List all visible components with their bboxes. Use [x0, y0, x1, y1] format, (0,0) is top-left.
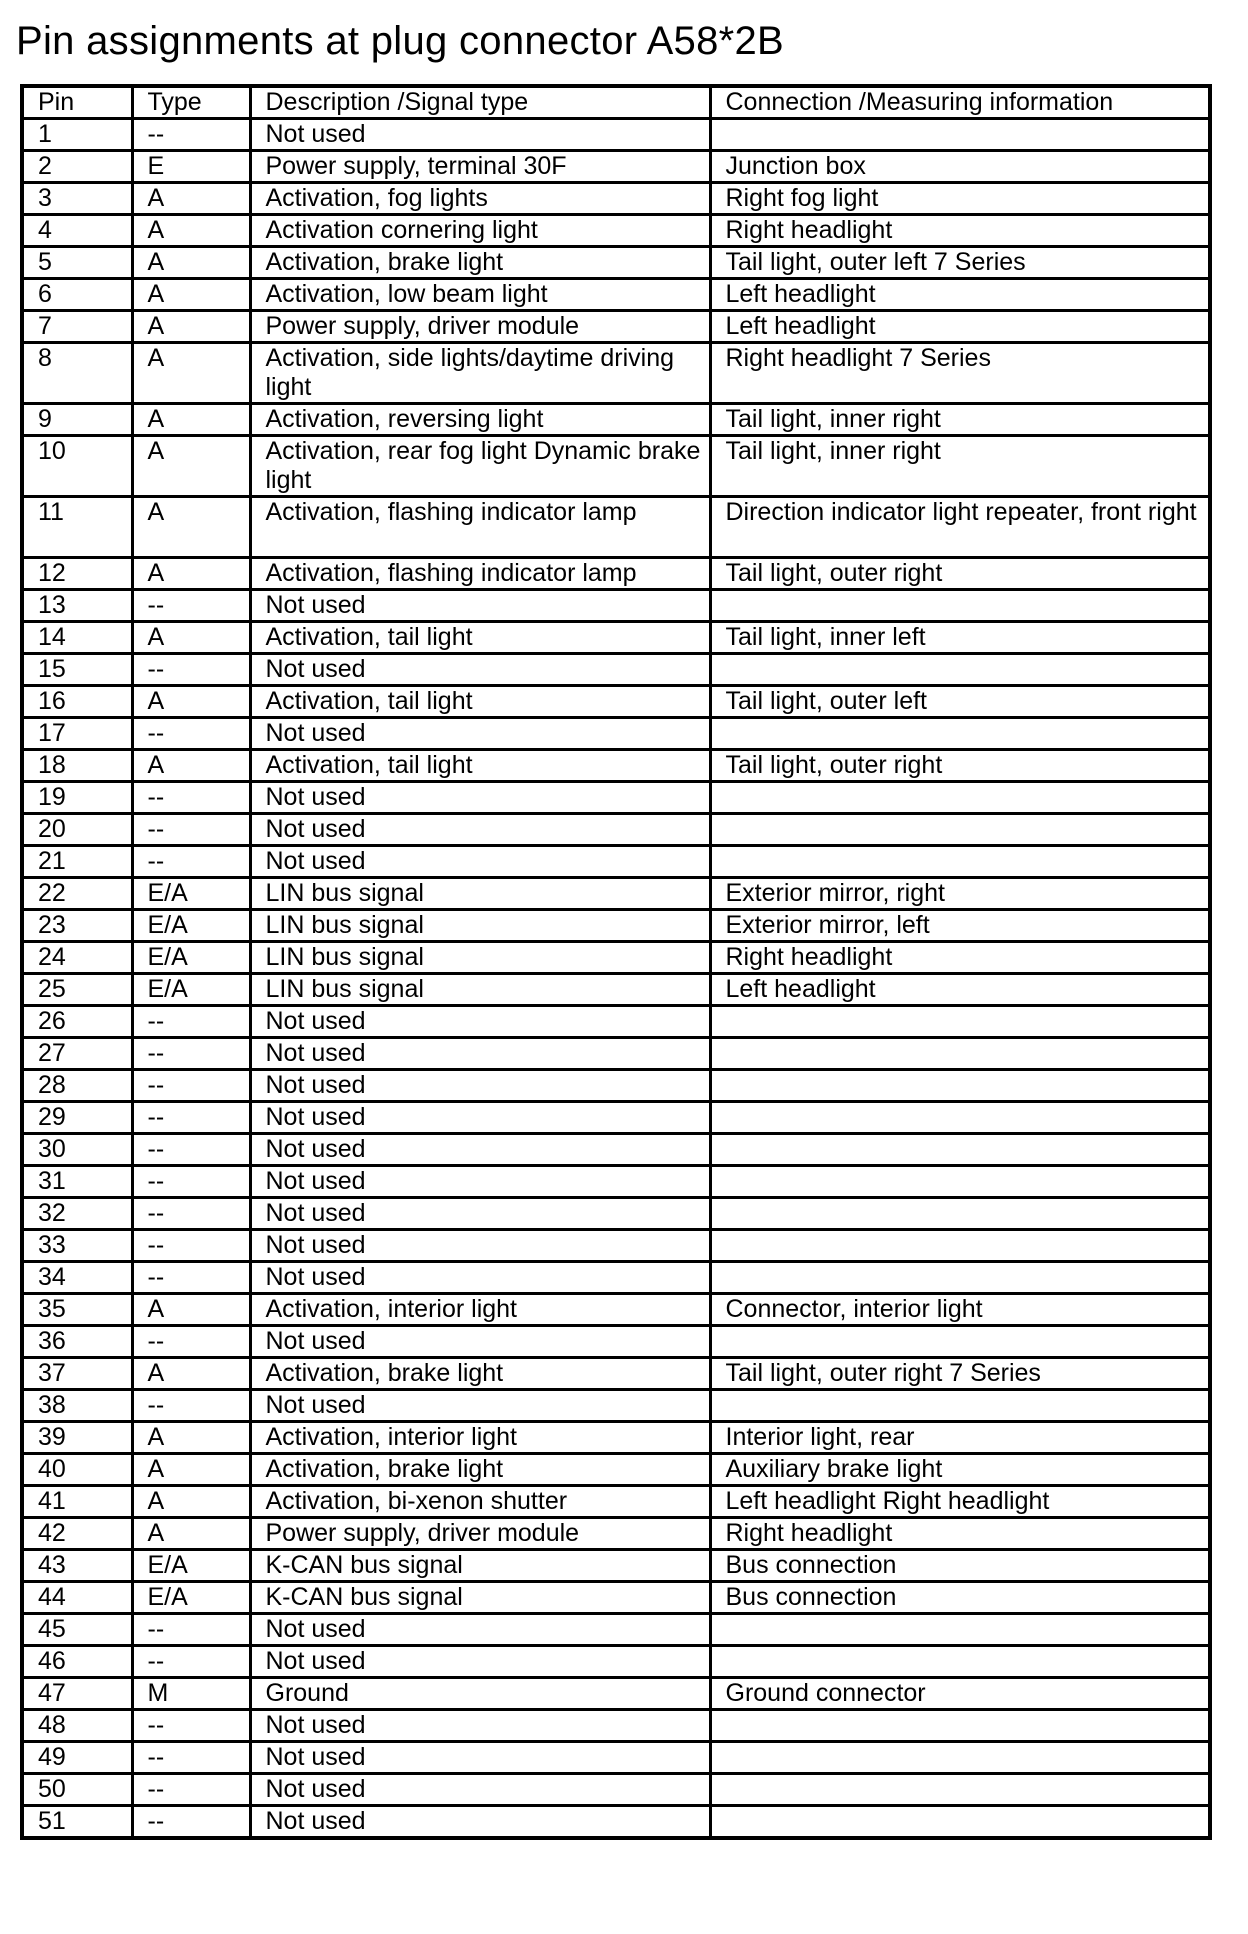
table-row [22, 1550, 1210, 1582]
description-cell: Not used [250, 1326, 710, 1358]
connection-cell [710, 1326, 1210, 1358]
connection-cell: Tail light, outer left 7 Series [710, 247, 1210, 279]
table-row [22, 1262, 1210, 1294]
pin-cell: 11 [22, 497, 132, 558]
type-cell: -- [132, 1006, 250, 1038]
table-row [22, 343, 1210, 404]
table-row [22, 1678, 1210, 1710]
pin-cell: 51 [22, 1806, 132, 1839]
header-type: Type [132, 86, 250, 119]
table-row [22, 1038, 1210, 1070]
connection-cell: Left headlight [710, 279, 1210, 311]
pin-cell: 50 [22, 1774, 132, 1806]
description-cell: Not used [250, 1038, 710, 1070]
type-cell: -- [132, 119, 250, 151]
table-row [22, 404, 1210, 436]
type-cell: A [132, 183, 250, 215]
description-cell: Not used [250, 590, 710, 622]
description-cell: Not used [250, 1646, 710, 1678]
pin-cell: 26 [22, 1006, 132, 1038]
pin-cell: 4 [22, 215, 132, 247]
connection-cell [710, 1134, 1210, 1166]
connection-cell: Auxiliary brake light [710, 1454, 1210, 1486]
type-cell: -- [132, 718, 250, 750]
connection-cell: Exterior mirror, left [710, 910, 1210, 942]
connection-cell: Tail light, outer right 7 Series [710, 1358, 1210, 1390]
connection-cell [710, 1166, 1210, 1198]
type-cell: A [132, 279, 250, 311]
description-cell: Activation, tail light [250, 686, 710, 718]
description-cell: Activation, flashing indicator lamp [250, 497, 710, 558]
type-cell: -- [132, 1326, 250, 1358]
description-cell: K-CAN bus signal [250, 1550, 710, 1582]
table-row [22, 1806, 1210, 1839]
type-cell: A [132, 686, 250, 718]
table-row [22, 750, 1210, 782]
type-cell: E/A [132, 910, 250, 942]
table-row [22, 247, 1210, 279]
pin-cell: 6 [22, 279, 132, 311]
pin-cell: 17 [22, 718, 132, 750]
pin-cell: 19 [22, 782, 132, 814]
type-cell: -- [132, 1070, 250, 1102]
description-cell: Activation, tail light [250, 750, 710, 782]
table-row [22, 1774, 1210, 1806]
pin-assignment-table [20, 84, 1212, 1840]
table-row [22, 1134, 1210, 1166]
pin-cell: 3 [22, 183, 132, 215]
pin-cell: 38 [22, 1390, 132, 1422]
pin-cell: 43 [22, 1550, 132, 1582]
connection-cell [710, 718, 1210, 750]
pin-cell: 20 [22, 814, 132, 846]
description-cell: Activation, interior light [250, 1294, 710, 1326]
type-cell: A [132, 343, 250, 404]
type-cell: -- [132, 1102, 250, 1134]
pin-cell: 28 [22, 1070, 132, 1102]
pin-cell: 5 [22, 247, 132, 279]
pin-cell: 15 [22, 654, 132, 686]
table-row [22, 590, 1210, 622]
description-cell: Not used [250, 1774, 710, 1806]
pin-cell: 45 [22, 1614, 132, 1646]
table-row [22, 1710, 1210, 1742]
description-cell: Not used [250, 1390, 710, 1422]
type-cell: -- [132, 1166, 250, 1198]
table-row [22, 1326, 1210, 1358]
description-cell: LIN bus signal [250, 974, 710, 1006]
connection-cell: Tail light, inner right [710, 436, 1210, 497]
header-connection: Connection /Measuring information [710, 86, 1210, 119]
connection-cell [710, 119, 1210, 151]
description-cell: LIN bus signal [250, 878, 710, 910]
connection-cell [710, 1646, 1210, 1678]
connection-cell: Right fog light [710, 183, 1210, 215]
table-row [22, 846, 1210, 878]
type-cell: A [132, 622, 250, 654]
table-row [22, 311, 1210, 343]
table-row [22, 119, 1210, 151]
type-cell: E/A [132, 1582, 250, 1614]
type-cell: -- [132, 1710, 250, 1742]
pin-cell: 35 [22, 1294, 132, 1326]
type-cell: -- [132, 1134, 250, 1166]
description-cell: Activation, fog lights [250, 183, 710, 215]
description-cell: Not used [250, 1006, 710, 1038]
description-cell: Not used [250, 846, 710, 878]
connection-cell [710, 1806, 1210, 1839]
connection-cell: Ground connector [710, 1678, 1210, 1710]
pin-cell: 32 [22, 1198, 132, 1230]
table-row [22, 558, 1210, 590]
table-row [22, 1422, 1210, 1454]
description-cell: Not used [250, 1710, 710, 1742]
type-cell: A [132, 1422, 250, 1454]
connection-cell [710, 1230, 1210, 1262]
type-cell: -- [132, 590, 250, 622]
table-body [22, 119, 1210, 1839]
pin-cell: 42 [22, 1518, 132, 1550]
type-cell: -- [132, 782, 250, 814]
connection-cell: Left headlight [710, 311, 1210, 343]
connection-cell: Bus connection [710, 1550, 1210, 1582]
connection-cell [710, 590, 1210, 622]
connection-cell [710, 1710, 1210, 1742]
pin-cell: 48 [22, 1710, 132, 1742]
table-row [22, 1198, 1210, 1230]
description-cell: Not used [250, 1806, 710, 1839]
description-cell: K-CAN bus signal [250, 1582, 710, 1614]
pin-cell: 12 [22, 558, 132, 590]
description-cell: Activation, tail light [250, 622, 710, 654]
table-row [22, 974, 1210, 1006]
type-cell: -- [132, 1774, 250, 1806]
type-cell: -- [132, 1198, 250, 1230]
type-cell: A [132, 247, 250, 279]
type-cell: -- [132, 1390, 250, 1422]
pin-cell: 21 [22, 846, 132, 878]
description-cell: Activation, brake light [250, 1454, 710, 1486]
table-row [22, 1518, 1210, 1550]
type-cell: A [132, 215, 250, 247]
description-cell: Activation, bi-xenon shutter [250, 1486, 710, 1518]
pin-cell: 23 [22, 910, 132, 942]
connection-cell [710, 814, 1210, 846]
connection-cell: Junction box [710, 151, 1210, 183]
header-pin: Pin [22, 86, 132, 119]
pin-cell: 34 [22, 1262, 132, 1294]
description-cell: Not used [250, 1070, 710, 1102]
connection-cell [710, 1006, 1210, 1038]
pin-cell: 2 [22, 151, 132, 183]
description-cell: Activation, brake light [250, 247, 710, 279]
header-description: Description /Signal type [250, 86, 710, 119]
page-title: Pin assignments at plug connector A58*2B [16, 19, 785, 63]
connection-cell: Right headlight 7 Series [710, 343, 1210, 404]
pin-cell: 7 [22, 311, 132, 343]
type-cell: -- [132, 1038, 250, 1070]
table-row [22, 1454, 1210, 1486]
table-row [22, 1486, 1210, 1518]
description-cell: LIN bus signal [250, 942, 710, 974]
type-cell: E [132, 151, 250, 183]
description-cell: Not used [250, 119, 710, 151]
type-cell: E/A [132, 974, 250, 1006]
connection-cell [710, 846, 1210, 878]
type-cell: -- [132, 1742, 250, 1774]
type-cell: E/A [132, 878, 250, 910]
pin-cell: 31 [22, 1166, 132, 1198]
table-row [22, 782, 1210, 814]
connection-cell [710, 1102, 1210, 1134]
connection-cell [710, 1774, 1210, 1806]
table-row [22, 1102, 1210, 1134]
type-cell: E/A [132, 942, 250, 974]
type-cell: A [132, 436, 250, 497]
type-cell: A [132, 1294, 250, 1326]
pin-cell: 1 [22, 119, 132, 151]
table-row [22, 1230, 1210, 1262]
description-cell: Activation cornering light [250, 215, 710, 247]
connection-cell: Connector, interior light [710, 1294, 1210, 1326]
type-cell: -- [132, 654, 250, 686]
pin-cell: 30 [22, 1134, 132, 1166]
connection-cell: Tail light, outer left [710, 686, 1210, 718]
table-row [22, 215, 1210, 247]
description-cell: Activation, rear fog light Dynamic brake light [250, 436, 710, 497]
table-row [22, 279, 1210, 311]
connection-cell [710, 1742, 1210, 1774]
connection-cell [710, 782, 1210, 814]
type-cell: -- [132, 1806, 250, 1839]
pin-cell: 9 [22, 404, 132, 436]
connection-cell: Right headlight [710, 1518, 1210, 1550]
connection-cell: Left headlight [710, 974, 1210, 1006]
type-cell: A [132, 1358, 250, 1390]
connection-cell: Exterior mirror, right [710, 878, 1210, 910]
description-cell: LIN bus signal [250, 910, 710, 942]
table-row [22, 1358, 1210, 1390]
table-row [22, 910, 1210, 942]
type-cell: -- [132, 1230, 250, 1262]
description-cell: Not used [250, 1198, 710, 1230]
description-cell: Not used [250, 1742, 710, 1774]
table-row [22, 1742, 1210, 1774]
table-row [22, 814, 1210, 846]
description-cell: Activation, low beam light [250, 279, 710, 311]
table-header-row [22, 86, 1210, 119]
pin-cell: 22 [22, 878, 132, 910]
pin-cell: 39 [22, 1422, 132, 1454]
description-cell: Activation, side lights/daytime driving light [250, 343, 710, 404]
table-row [22, 1582, 1210, 1614]
type-cell: A [132, 1454, 250, 1486]
type-cell: -- [132, 1614, 250, 1646]
connection-cell [710, 1390, 1210, 1422]
pin-cell: 49 [22, 1742, 132, 1774]
pin-cell: 44 [22, 1582, 132, 1614]
pin-cell: 37 [22, 1358, 132, 1390]
connection-cell: Tail light, outer right [710, 750, 1210, 782]
table-row [22, 718, 1210, 750]
connection-cell: Direction indicator light repeater, front right [710, 497, 1210, 558]
type-cell: A [132, 497, 250, 558]
pin-cell: 24 [22, 942, 132, 974]
description-cell: Activation, brake light [250, 1358, 710, 1390]
description-cell: Activation, interior light [250, 1422, 710, 1454]
description-cell: Activation, reversing light [250, 404, 710, 436]
description-cell: Not used [250, 1614, 710, 1646]
pin-cell: 33 [22, 1230, 132, 1262]
connection-cell [710, 1262, 1210, 1294]
description-cell: Activation, flashing indicator lamp [250, 558, 710, 590]
connection-cell [710, 1614, 1210, 1646]
pin-cell: 10 [22, 436, 132, 497]
connection-cell: Tail light, inner left [710, 622, 1210, 654]
pin-cell: 36 [22, 1326, 132, 1358]
connection-cell: Interior light, rear [710, 1422, 1210, 1454]
pin-cell: 25 [22, 974, 132, 1006]
description-cell: Power supply, driver module [250, 311, 710, 343]
table-row [22, 686, 1210, 718]
pin-cell: 47 [22, 1678, 132, 1710]
table-row [22, 183, 1210, 215]
table-row [22, 1070, 1210, 1102]
type-cell: A [132, 404, 250, 436]
pin-cell: 40 [22, 1454, 132, 1486]
table-row [22, 1006, 1210, 1038]
table-row [22, 942, 1210, 974]
description-cell: Not used [250, 1166, 710, 1198]
type-cell: M [132, 1678, 250, 1710]
type-cell: -- [132, 1646, 250, 1678]
pin-cell: 8 [22, 343, 132, 404]
pin-cell: 18 [22, 750, 132, 782]
description-cell: Not used [250, 1230, 710, 1262]
connection-cell: Right headlight [710, 942, 1210, 974]
description-cell: Ground [250, 1678, 710, 1710]
connection-cell: Right headlight [710, 215, 1210, 247]
pin-cell: 41 [22, 1486, 132, 1518]
table-row [22, 1294, 1210, 1326]
table-row [22, 654, 1210, 686]
connection-cell: Left headlight Right headlight [710, 1486, 1210, 1518]
type-cell: E/A [132, 1550, 250, 1582]
connection-cell: Bus connection [710, 1582, 1210, 1614]
type-cell: A [132, 1486, 250, 1518]
table-row [22, 151, 1210, 183]
description-cell: Not used [250, 1262, 710, 1294]
description-cell: Not used [250, 814, 710, 846]
connection-cell [710, 1038, 1210, 1070]
description-cell: Not used [250, 718, 710, 750]
description-cell: Power supply, driver module [250, 1518, 710, 1550]
type-cell: A [132, 1518, 250, 1550]
pin-cell: 46 [22, 1646, 132, 1678]
table-row [22, 622, 1210, 654]
table-row [22, 1166, 1210, 1198]
pin-cell: 14 [22, 622, 132, 654]
pin-cell: 29 [22, 1102, 132, 1134]
type-cell: A [132, 558, 250, 590]
description-cell: Not used [250, 1134, 710, 1166]
type-cell: -- [132, 1262, 250, 1294]
table-row [22, 1390, 1210, 1422]
table-row [22, 1614, 1210, 1646]
type-cell: -- [132, 846, 250, 878]
connection-cell: Tail light, inner right [710, 404, 1210, 436]
table-row [22, 436, 1210, 497]
connection-cell: Tail light, outer right [710, 558, 1210, 590]
description-cell: Not used [250, 654, 710, 686]
pin-cell: 27 [22, 1038, 132, 1070]
description-cell: Not used [250, 782, 710, 814]
type-cell: A [132, 750, 250, 782]
description-cell: Power supply, terminal 30F [250, 151, 710, 183]
table-row [22, 1646, 1210, 1678]
connection-cell [710, 1198, 1210, 1230]
description-cell: Not used [250, 1102, 710, 1134]
table-row [22, 497, 1210, 558]
pin-cell: 16 [22, 686, 132, 718]
type-cell: -- [132, 814, 250, 846]
pin-cell: 13 [22, 590, 132, 622]
type-cell: A [132, 311, 250, 343]
table-row [22, 878, 1210, 910]
connection-cell [710, 654, 1210, 686]
connection-cell [710, 1070, 1210, 1102]
